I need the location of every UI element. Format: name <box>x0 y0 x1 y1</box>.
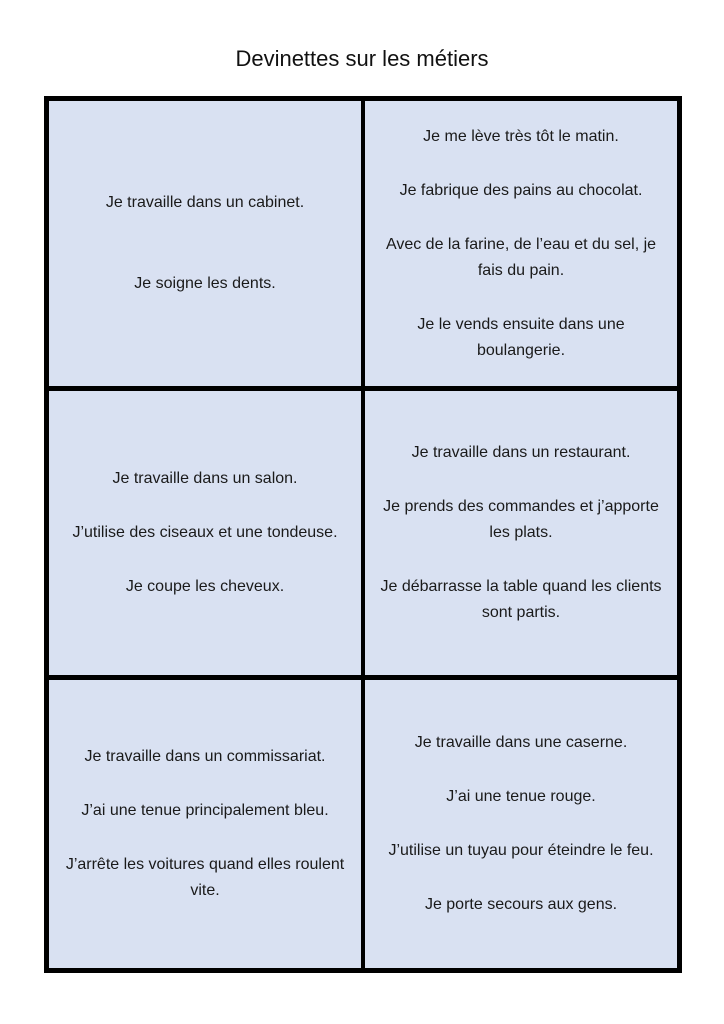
riddle-line: Je me lève très tôt le matin. <box>423 127 619 145</box>
riddle-line: Je le vends ensuite dans une boulangerie. <box>417 315 625 359</box>
riddle-line: Je travaille dans une caserne. <box>414 734 628 751</box>
riddle-card-waiter <box>365 391 677 675</box>
riddle-card-hairdresser <box>49 391 361 675</box>
riddle-card-police-officer <box>49 680 361 968</box>
riddle-line: J’arrête les voitures quand elles roulent vite. <box>65 856 345 899</box>
riddle-line: Je soigne les dents. <box>134 275 276 292</box>
riddle-line: Je porte secours aux gens. <box>424 896 618 913</box>
riddle-line: Je coupe les cheveux. <box>125 578 285 595</box>
page-title: Devinettes sur les métiers <box>235 46 489 71</box>
riddle-line: J’ai une tenue principalement bleu. <box>81 802 329 819</box>
riddle-card-baker <box>365 101 677 386</box>
riddle-card-dentist <box>49 101 361 386</box>
riddle-line: Je fabrique des pains au chocolat. <box>399 181 643 199</box>
riddle-card-firefighter <box>365 680 677 968</box>
riddle-line: Je prends des commandes et j’apporte les plats. <box>383 498 659 541</box>
riddle-line: Avec de la farine, de l’eau et du sel, je fais du pain. <box>385 235 657 279</box>
riddle-line: Je travaille dans un restaurant. <box>411 444 631 461</box>
riddle-line: J’utilise un tuyau pour éteindre le feu. <box>388 842 654 859</box>
riddle-line: J’utilise des ciseaux et une tondeuse. <box>72 524 338 541</box>
riddle-line: J’ai une tenue rouge. <box>446 788 596 805</box>
riddle-line: Je travaille dans un salon. <box>112 470 298 487</box>
riddle-grid <box>44 96 682 973</box>
riddle-line: Je travaille dans un commissariat. <box>84 748 326 765</box>
riddle-line: Je débarrasse la table quand les clients sont partis. <box>380 578 662 621</box>
riddle-line: Je travaille dans un cabinet. <box>105 194 305 211</box>
